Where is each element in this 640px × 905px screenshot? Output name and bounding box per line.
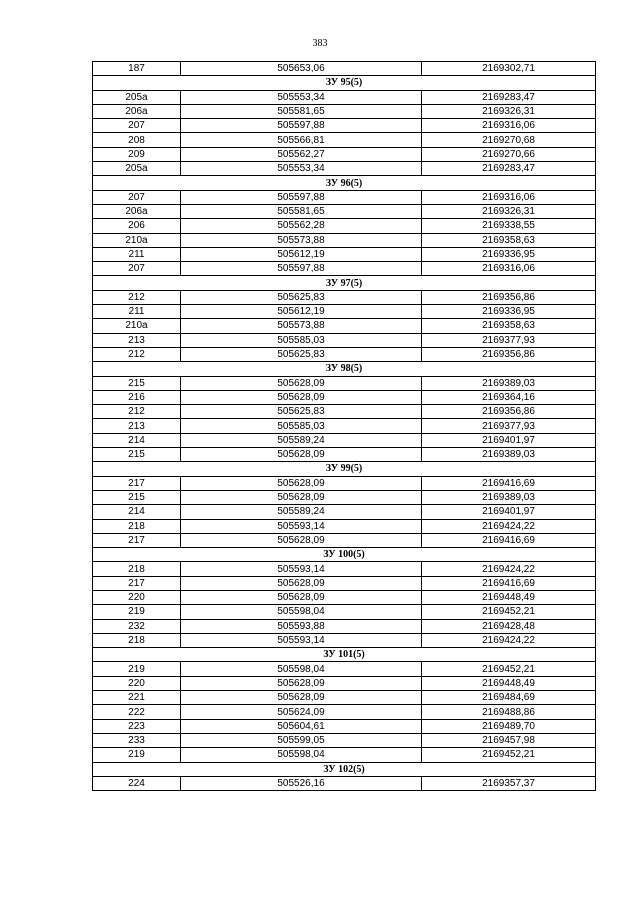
table-row xyxy=(93,419,596,433)
parcel-header-row xyxy=(93,76,596,90)
x-coordinate-cell: 505628,09 xyxy=(181,590,422,604)
point-number-cell: 215 xyxy=(93,448,181,462)
point-number-cell: 210а xyxy=(93,319,181,333)
page-number: 383 xyxy=(312,38,328,49)
point-number-cell: 213 xyxy=(93,333,181,347)
y-coordinate-cell: 2169489,70 xyxy=(422,719,596,733)
x-coordinate-cell: 505628,09 xyxy=(181,390,422,404)
y-coordinate-cell: 2169424,22 xyxy=(422,633,596,647)
x-coordinate-cell: 505625,83 xyxy=(181,405,422,419)
parcel-title: ЗУ 98(5) xyxy=(93,362,596,376)
y-coordinate-cell: 2169356,86 xyxy=(422,347,596,361)
table-row xyxy=(93,219,596,233)
y-coordinate-cell: 2169452,21 xyxy=(422,662,596,676)
x-coordinate-cell: 505625,83 xyxy=(181,347,422,361)
table-row xyxy=(93,619,596,633)
x-coordinate-cell: 505598,04 xyxy=(181,748,422,762)
table-row xyxy=(93,104,596,118)
y-coordinate-cell: 2169316,06 xyxy=(422,119,596,133)
table-row xyxy=(93,119,596,133)
point-number-cell: 217 xyxy=(93,533,181,547)
x-coordinate-cell: 505625,83 xyxy=(181,290,422,304)
point-number-cell: 216 xyxy=(93,390,181,404)
x-coordinate-cell: 505585,03 xyxy=(181,333,422,347)
x-coordinate-cell: 505612,19 xyxy=(181,247,422,261)
table-row xyxy=(93,347,596,361)
y-coordinate-cell: 2169302,71 xyxy=(422,62,596,76)
table-row xyxy=(93,562,596,576)
x-coordinate-cell: 505593,14 xyxy=(181,519,422,533)
y-coordinate-cell: 2169401,97 xyxy=(422,433,596,447)
x-coordinate-cell: 505566,81 xyxy=(181,133,422,147)
table-row xyxy=(93,133,596,147)
y-coordinate-cell: 2169401,97 xyxy=(422,505,596,519)
x-coordinate-cell: 505624,09 xyxy=(181,705,422,719)
coordinates-table xyxy=(92,61,596,791)
x-coordinate-cell: 505628,09 xyxy=(181,533,422,547)
point-number-cell: 220 xyxy=(93,676,181,690)
table-row xyxy=(93,204,596,218)
point-number-cell: 207 xyxy=(93,262,181,276)
y-coordinate-cell: 2169356,86 xyxy=(422,405,596,419)
y-coordinate-cell: 2169389,03 xyxy=(422,376,596,390)
table-row xyxy=(93,719,596,733)
point-number-cell: 187 xyxy=(93,62,181,76)
point-number-cell: 217 xyxy=(93,476,181,490)
x-coordinate-cell: 505597,88 xyxy=(181,119,422,133)
point-number-cell: 209 xyxy=(93,147,181,161)
point-number-cell: 210а xyxy=(93,233,181,247)
table-row xyxy=(93,748,596,762)
x-coordinate-cell: 505653,06 xyxy=(181,62,422,76)
x-coordinate-cell: 505598,04 xyxy=(181,605,422,619)
x-coordinate-cell: 505581,65 xyxy=(181,104,422,118)
x-coordinate-cell: 505573,88 xyxy=(181,233,422,247)
y-coordinate-cell: 2169416,69 xyxy=(422,476,596,490)
y-coordinate-cell: 2169448,49 xyxy=(422,676,596,690)
x-coordinate-cell: 505604,61 xyxy=(181,719,422,733)
y-coordinate-cell: 2169488,86 xyxy=(422,705,596,719)
y-coordinate-cell: 2169452,21 xyxy=(422,605,596,619)
table-row xyxy=(93,533,596,547)
x-coordinate-cell: 505593,14 xyxy=(181,633,422,647)
parcel-header-row xyxy=(93,462,596,476)
table-row xyxy=(93,376,596,390)
y-coordinate-cell: 2169416,69 xyxy=(422,533,596,547)
coordinates-table-body xyxy=(93,62,596,791)
y-coordinate-cell: 2169389,03 xyxy=(422,490,596,504)
x-coordinate-cell: 505628,09 xyxy=(181,376,422,390)
y-coordinate-cell: 2169336,95 xyxy=(422,247,596,261)
parcel-header-row xyxy=(93,362,596,376)
y-coordinate-cell: 2169377,93 xyxy=(422,419,596,433)
parcel-header-row xyxy=(93,276,596,290)
table-row xyxy=(93,490,596,504)
point-number-cell: 211 xyxy=(93,305,181,319)
y-coordinate-cell: 2169364,16 xyxy=(422,390,596,404)
y-coordinate-cell: 2169356,86 xyxy=(422,290,596,304)
x-coordinate-cell: 505599,05 xyxy=(181,733,422,747)
table-row xyxy=(93,262,596,276)
x-coordinate-cell: 505597,88 xyxy=(181,262,422,276)
point-number-cell: 215 xyxy=(93,490,181,504)
table-row xyxy=(93,662,596,676)
parcel-header-row xyxy=(93,762,596,776)
table-row xyxy=(93,90,596,104)
point-number-cell: 220 xyxy=(93,590,181,604)
x-coordinate-cell: 505612,19 xyxy=(181,305,422,319)
x-coordinate-cell: 505581,65 xyxy=(181,204,422,218)
x-coordinate-cell: 505628,09 xyxy=(181,691,422,705)
y-coordinate-cell: 2169338,55 xyxy=(422,219,596,233)
table-row xyxy=(93,776,596,790)
parcel-title: ЗУ 97(5) xyxy=(93,276,596,290)
parcel-header-row xyxy=(93,648,596,662)
point-number-cell: 214 xyxy=(93,433,181,447)
point-number-cell: 207 xyxy=(93,119,181,133)
x-coordinate-cell: 505593,14 xyxy=(181,562,422,576)
x-coordinate-cell: 505589,24 xyxy=(181,433,422,447)
y-coordinate-cell: 2169358,63 xyxy=(422,319,596,333)
point-number-cell: 211 xyxy=(93,247,181,261)
y-coordinate-cell: 2169389,03 xyxy=(422,448,596,462)
table-row xyxy=(93,433,596,447)
x-coordinate-cell: 505628,09 xyxy=(181,576,422,590)
parcel-title: ЗУ 99(5) xyxy=(93,462,596,476)
y-coordinate-cell: 2169424,22 xyxy=(422,519,596,533)
x-coordinate-cell: 505598,04 xyxy=(181,662,422,676)
table-row xyxy=(93,505,596,519)
point-number-cell: 206а xyxy=(93,204,181,218)
table-row xyxy=(93,576,596,590)
x-coordinate-cell: 505628,09 xyxy=(181,448,422,462)
y-coordinate-cell: 2169283,47 xyxy=(422,162,596,176)
point-number-cell: 206 xyxy=(93,219,181,233)
parcel-title: ЗУ 101(5) xyxy=(93,648,596,662)
parcel-title: ЗУ 96(5) xyxy=(93,176,596,190)
x-coordinate-cell: 505562,28 xyxy=(181,219,422,233)
y-coordinate-cell: 2169457,98 xyxy=(422,733,596,747)
y-coordinate-cell: 2169316,06 xyxy=(422,190,596,204)
point-number-cell: 205а xyxy=(93,90,181,104)
x-coordinate-cell: 505562,27 xyxy=(181,147,422,161)
point-number-cell: 208 xyxy=(93,133,181,147)
y-coordinate-cell: 2169270,66 xyxy=(422,147,596,161)
y-coordinate-cell: 2169452,21 xyxy=(422,748,596,762)
x-coordinate-cell: 505573,88 xyxy=(181,319,422,333)
table-row xyxy=(93,333,596,347)
point-number-cell: 214 xyxy=(93,505,181,519)
table-row xyxy=(93,633,596,647)
table-row xyxy=(93,233,596,247)
y-coordinate-cell: 2169416,69 xyxy=(422,576,596,590)
point-number-cell: 213 xyxy=(93,419,181,433)
table-row xyxy=(93,319,596,333)
y-coordinate-cell: 2169358,63 xyxy=(422,233,596,247)
table-row xyxy=(93,448,596,462)
y-coordinate-cell: 2169336,95 xyxy=(422,305,596,319)
x-coordinate-cell: 505585,03 xyxy=(181,419,422,433)
y-coordinate-cell: 2169377,93 xyxy=(422,333,596,347)
table-row xyxy=(93,705,596,719)
point-number-cell: 221 xyxy=(93,691,181,705)
parcel-header-row xyxy=(93,548,596,562)
point-number-cell: 217 xyxy=(93,576,181,590)
y-coordinate-cell: 2169448,49 xyxy=(422,590,596,604)
table-row xyxy=(93,519,596,533)
x-coordinate-cell: 505589,24 xyxy=(181,505,422,519)
table-row xyxy=(93,691,596,705)
point-number-cell: 219 xyxy=(93,748,181,762)
y-coordinate-cell: 2169424,22 xyxy=(422,562,596,576)
table-row xyxy=(93,390,596,404)
parcel-header-row xyxy=(93,176,596,190)
table-row xyxy=(93,290,596,304)
point-number-cell: 218 xyxy=(93,633,181,647)
y-coordinate-cell: 2169357,37 xyxy=(422,776,596,790)
x-coordinate-cell: 505593,88 xyxy=(181,619,422,633)
table-row xyxy=(93,62,596,76)
point-number-cell: 218 xyxy=(93,562,181,576)
parcel-title: ЗУ 100(5) xyxy=(93,548,596,562)
table-row xyxy=(93,476,596,490)
y-coordinate-cell: 2169270,68 xyxy=(422,133,596,147)
y-coordinate-cell: 2169484,69 xyxy=(422,691,596,705)
x-coordinate-cell: 505553,34 xyxy=(181,162,422,176)
point-number-cell: 218 xyxy=(93,519,181,533)
x-coordinate-cell: 505628,09 xyxy=(181,676,422,690)
point-number-cell: 212 xyxy=(93,290,181,304)
table-row xyxy=(93,147,596,161)
x-coordinate-cell: 505553,34 xyxy=(181,90,422,104)
parcel-title: ЗУ 102(5) xyxy=(93,762,596,776)
point-number-cell: 207 xyxy=(93,190,181,204)
y-coordinate-cell: 2169326,31 xyxy=(422,204,596,218)
x-coordinate-cell: 505526,16 xyxy=(181,776,422,790)
point-number-cell: 223 xyxy=(93,719,181,733)
table-row xyxy=(93,305,596,319)
point-number-cell: 233 xyxy=(93,733,181,747)
point-number-cell: 219 xyxy=(93,662,181,676)
parcel-title: ЗУ 95(5) xyxy=(93,76,596,90)
point-number-cell: 212 xyxy=(93,405,181,419)
point-number-cell: 232 xyxy=(93,619,181,633)
point-number-cell: 206а xyxy=(93,104,181,118)
y-coordinate-cell: 2169283,47 xyxy=(422,90,596,104)
table-row xyxy=(93,162,596,176)
table-row xyxy=(93,733,596,747)
table-row xyxy=(93,605,596,619)
point-number-cell: 224 xyxy=(93,776,181,790)
point-number-cell: 212 xyxy=(93,347,181,361)
table-row xyxy=(93,247,596,261)
table-row xyxy=(93,590,596,604)
point-number-cell: 205а xyxy=(93,162,181,176)
y-coordinate-cell: 2169428,48 xyxy=(422,619,596,633)
point-number-cell: 219 xyxy=(93,605,181,619)
table-row xyxy=(93,405,596,419)
y-coordinate-cell: 2169326,31 xyxy=(422,104,596,118)
x-coordinate-cell: 505597,88 xyxy=(181,190,422,204)
x-coordinate-cell: 505628,09 xyxy=(181,476,422,490)
table-row xyxy=(93,190,596,204)
table-row xyxy=(93,676,596,690)
y-coordinate-cell: 2169316,06 xyxy=(422,262,596,276)
point-number-cell: 222 xyxy=(93,705,181,719)
x-coordinate-cell: 505628,09 xyxy=(181,490,422,504)
point-number-cell: 215 xyxy=(93,376,181,390)
